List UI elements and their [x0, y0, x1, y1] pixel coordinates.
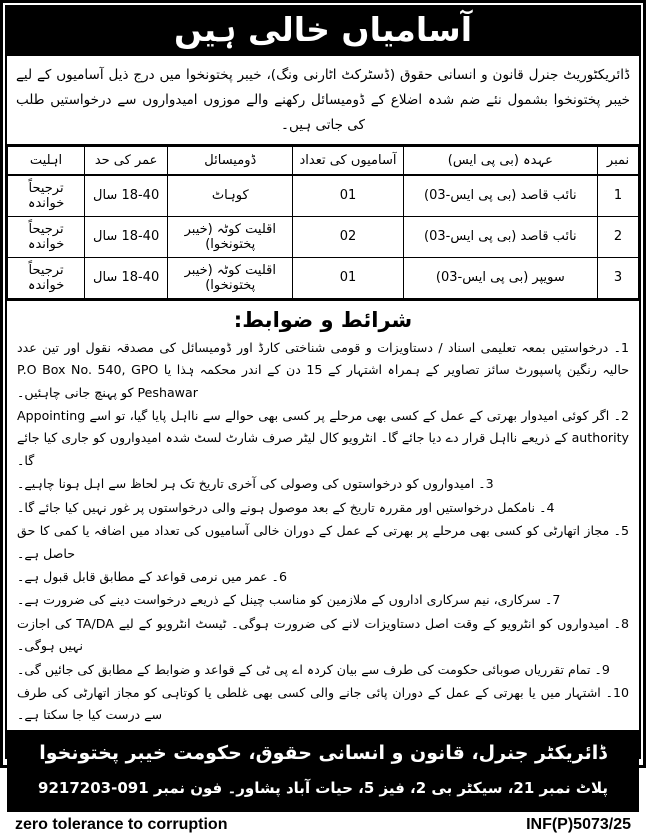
column-header-age: عمر کی حد	[85, 146, 168, 175]
condition-item: 4۔ نامکمل درخواستیں اور مقررہ تاریخ کے بعد موصول ہونے والی درخواستوں پر غور نہیں کیا جائے گا۔	[17, 499, 555, 515]
table-row	[8, 175, 639, 217]
title-banner	[7, 7, 639, 56]
cell-domicile: اقلیت کوٹہ (خیبر پختونخوا)	[168, 216, 293, 257]
table-row	[8, 257, 639, 298]
office-address: پلاٹ نمبر 21، سیکٹر بی 2، فیز 5، حیات آباد پشاور۔ فون نمبر 091-9217203	[38, 779, 608, 798]
table-row	[8, 216, 639, 257]
cell-age: 18-40 سال	[85, 216, 168, 257]
page-title: آسامیاں خالی ہیں	[173, 10, 473, 49]
column-header-post: عہدہ (بی پی ایس)	[403, 146, 598, 175]
cell-domicile: اقلیت کوٹہ (خیبر پختونخوا)	[168, 257, 293, 298]
cell-number: 2	[598, 216, 639, 257]
condition-item: 3۔ امیدواروں کو درخواستوں کی وصولی کی آخری تاریخ تک ہر لحاظ سے اہل ہونا چاہیے۔	[17, 476, 494, 492]
cell-eligibility: ترجیحاً خواندہ	[8, 175, 85, 217]
cell-post: نائب قاصد (بی پی ایس-03)	[403, 216, 598, 257]
cell-count: 01	[293, 257, 403, 298]
column-header-count: آسامیوں کی تعداد	[293, 146, 403, 175]
condition-item: 1۔ درخواستیں بمعہ تعلیمی اسناد / دستاویزات و قومی شناختی کارڈ اور ڈومیسائل کی مصدقہ نقول اور تین عدد حالیہ رنگین پاسپورٹ سائز تصاویر کے ہمراہ اشتہار کے 15 دن کے اندر محکمہ ہٰذا یا P.O Box No. 540, GPO Peshawar کو پہنچ جانی چاہئیں۔	[17, 339, 629, 400]
condition-item: 2۔ اگر کوئی امیدوار بھرتی کے عمل کے کسی بھی مرحلے پر کسی بھی حوالے سے نااہل پایا گیا، تو اسے Appointing authority کے ذریعے نااہل قرار دے دیا جائے گا۔ انٹرویو کال لیٹر صرف شارٹ لسٹ شدہ امیدواروں کو جاری کیا جائے گا۔	[17, 408, 629, 468]
condition-item: 5۔ مجاز اتھارٹی کو کسی بھی مرحلے پر بھرتی کے عمل کے دوران خالی آسامیوں کی تعداد میں اضافہ یا کمی کا حق حاصل ہے۔	[17, 523, 629, 561]
cell-eligibility: ترجیحاً خواندہ	[8, 216, 85, 257]
cell-eligibility: ترجیحاً خواندہ	[8, 257, 85, 298]
condition-item: 9۔ تمام تقرریاں صوبائی حکومت کی طرف سے بیان کردہ اے پی ٹی کے قواعد و ضوابط کے مطابق کی جائیں گی۔	[17, 661, 610, 677]
condition-item: 6۔ عمر میں نرمی قواعد کے مطابق قابل قبول ہے۔	[17, 568, 287, 584]
column-header-number: نمبر	[598, 146, 639, 175]
inf-reference-code: INF(P)5073/25	[526, 816, 631, 834]
footer-authority-block	[7, 730, 639, 811]
condition-item: 7۔ سرکاری، نیم سرکاری اداروں کے ملازمین کو مناسب چینل کے ذریعے درخواست دینے کی ضرورت ہے۔	[17, 592, 561, 608]
condition-item: 8۔ امیدواروں کو انٹرویو کے وقت اصل دستاویزات لانے کی ضرورت ہوگی۔ ٹیسٹ انٹرویو کے لیے TA/DA کی اجازت نہیں ہوگی۔	[17, 615, 629, 654]
table-header-row	[8, 146, 639, 175]
column-header-eligibility: اہلیت	[8, 146, 85, 175]
vacancy-table	[7, 146, 639, 299]
advertisement-frame	[5, 5, 641, 834]
column-header-domicile: ڈومیسائل	[168, 146, 293, 175]
cell-post: نائب قاصد (بی پی ایس-03)	[403, 175, 598, 217]
cell-age: 18-40 سال	[85, 257, 168, 298]
cell-number: 1	[598, 175, 639, 217]
table-header	[8, 146, 639, 175]
cell-age: 18-40 سال	[85, 175, 168, 217]
cell-number: 3	[598, 257, 639, 298]
anti-corruption-tagline: zero tolerance to corruption	[15, 816, 228, 834]
cell-domicile: کوہاٹ	[168, 175, 293, 217]
conditions-list	[17, 337, 629, 728]
bottom-bar	[7, 810, 639, 837]
conditions-heading: شرائط و ضوابط:	[233, 307, 413, 332]
intro-paragraph: ڈائریکٹوریٹ جنرل قانون و انسانی حقوق (ڈسٹرکٹ اٹارنی ونگ)، خیبر پختونخوا میں درج ذیل آسامیوں کے لیے خیبر پختونخوا بشمول نئے ضم شدہ اضلاع کے ڈومیسائل رکھنے والے موزوں امیدواروں سے درخواستیں طلب کی جاتی ہیں۔	[7, 56, 639, 146]
cell-post: سویپر (بی پی ایس-03)	[403, 257, 598, 298]
terms-and-conditions-section	[7, 299, 639, 730]
issuing-authority: ڈائریکٹر جنرل، قانون و انسانی حقوق، حکومت خیبر پختونخوا	[39, 741, 607, 764]
table-body	[8, 175, 639, 299]
condition-item: 10۔ اشتہار میں یا بھرتی کے عمل کے دوران پائی جانے والی کسی بھی غلطی یا کوتاہی کو مجاز اتھارٹی کی طرف سے درست کیا جا سکتا ہے۔	[17, 684, 629, 723]
cell-count: 02	[293, 216, 403, 257]
cell-count: 01	[293, 175, 403, 217]
